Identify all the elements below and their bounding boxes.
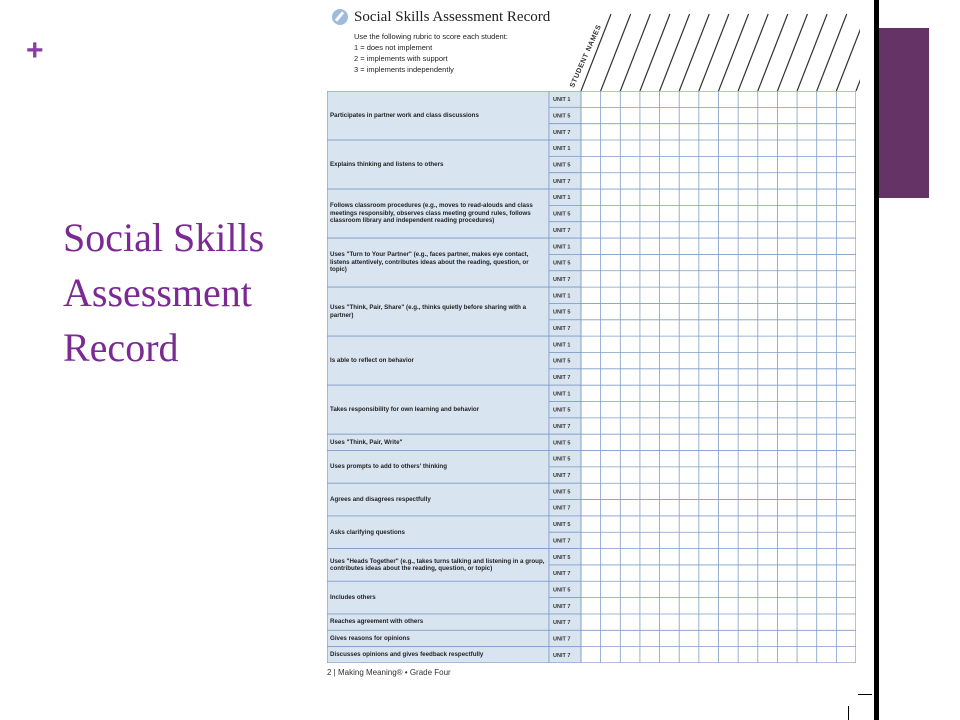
rubric-line: 3 = implements independently: [354, 65, 454, 74]
unit-label: UNIT 7: [553, 620, 571, 627]
unit-label: UNIT 1: [553, 293, 571, 300]
column-divider: [601, 14, 631, 91]
column-divider: [797, 14, 827, 91]
assessment-table: [327, 91, 856, 663]
column-divider: [640, 14, 670, 91]
unit-label: UNIT 7: [553, 652, 571, 659]
column-divider: [679, 14, 709, 91]
slide-title: [63, 210, 333, 375]
corner-mark: [848, 706, 849, 720]
corner-mark: [858, 694, 872, 695]
unit-label: UNIT 5: [553, 113, 571, 120]
column-divider: [660, 14, 690, 91]
column-divider: [719, 14, 749, 91]
assessment-sheet-image: [322, 0, 860, 720]
column-divider: [856, 14, 860, 91]
skill-label: Discusses opinions and gives feedback respectfully: [330, 651, 484, 659]
unit-label: UNIT 1: [553, 342, 571, 349]
unit-label: UNIT 1: [553, 195, 571, 202]
skill-label: Uses "Heads Together" (e.g., takes turns talking and listening in a group, contributes ideas about the reading, question, or topic): [330, 557, 545, 572]
skill-label-container: [330, 614, 546, 630]
column-divider: [777, 14, 807, 91]
unit-label: UNIT 5: [553, 260, 571, 267]
skill-label: Follows classroom procedures (e.g., moves to read-alouds and class meetings responsibly, observes class meeting ground rules, follows classroom library and independent reading procedures): [330, 202, 533, 225]
unit-label: UNIT 5: [553, 211, 571, 218]
skill-label: Gives reasons for opinions: [330, 634, 410, 642]
skill-label-container: [330, 189, 546, 238]
skill-label-container: [330, 647, 546, 663]
unit-label: UNIT 5: [553, 309, 571, 316]
unit-label: UNIT 1: [553, 391, 571, 398]
unit-label: UNIT 5: [553, 456, 571, 463]
unit-label: UNIT 1: [553, 146, 571, 153]
unit-label: UNIT 7: [553, 571, 571, 578]
column-divider: [620, 14, 650, 91]
skill-label: Uses "Think, Pair, Share" (e.g., thinks quietly before sharing with a partner): [330, 304, 527, 319]
skill-label-container: [330, 140, 546, 189]
unit-label: UNIT 5: [553, 554, 571, 561]
sheet-footer: 2 | Making Meaning® • Grade Four: [327, 668, 451, 677]
unit-label: UNIT 7: [553, 636, 571, 643]
column-divider: [699, 14, 729, 91]
plus-icon: +: [26, 34, 44, 67]
skill-label: Explains thinking and listens to others: [330, 160, 444, 168]
rubric-line: Use the following rubric to score each student:: [354, 32, 508, 41]
unit-label: UNIT 5: [553, 407, 571, 414]
column-divider: [836, 14, 860, 91]
unit-label: UNIT 7: [553, 178, 571, 185]
skill-label-container: [330, 630, 546, 646]
skill-label: Is able to reflect on behavior: [330, 356, 414, 364]
skill-label: Uses "Think, Pair, Write": [330, 438, 403, 446]
accent-block: [879, 28, 929, 198]
skill-label: Agrees and disagrees respectfully: [330, 495, 431, 503]
rubric-line: 1 = does not implement: [354, 43, 433, 52]
unit-label: UNIT 7: [553, 603, 571, 610]
title-line-2: Assessment: [63, 270, 252, 315]
skill-label-container: [330, 451, 546, 484]
skill-label: Asks clarifying questions: [330, 528, 405, 536]
skill-label-container: [330, 91, 546, 140]
skill-label: Participates in partner work and class discussions: [330, 111, 479, 119]
skill-label-container: [330, 516, 546, 549]
unit-label: UNIT 5: [553, 489, 571, 496]
unit-label: UNIT 7: [553, 375, 571, 381]
skill-label: Takes responsibility for own learning and behavior: [330, 405, 480, 413]
column-divider: [758, 14, 788, 91]
student-names-label: STUDENT NAMES: [569, 23, 604, 89]
unit-label: UNIT 5: [553, 522, 571, 529]
unit-label: UNIT 1: [553, 244, 571, 251]
title-line-3: Record: [63, 325, 179, 370]
skill-label-container: [330, 549, 546, 582]
rubric-line: 2 = implements with support: [354, 54, 448, 63]
unit-label: UNIT 7: [553, 276, 571, 283]
unit-label: UNIT 7: [553, 473, 571, 480]
skill-label-container: [330, 385, 546, 434]
unit-label: UNIT 7: [553, 129, 571, 136]
unit-label: UNIT 7: [553, 538, 571, 545]
sheet-title: Social Skills Assessment Record: [354, 9, 551, 25]
unit-label: UNIT 5: [553, 587, 571, 594]
unit-label: UNIT 7: [553, 325, 571, 332]
skill-label-container: [330, 581, 546, 614]
unit-label: UNIT 7: [553, 227, 571, 234]
unit-label: UNIT 7: [553, 424, 571, 431]
skill-label-container: [330, 434, 546, 450]
skill-label-container: [330, 238, 546, 287]
skill-label-container: [330, 336, 546, 385]
skill-label: Uses prompts to add to others' thinking: [330, 463, 447, 471]
unit-label: UNIT 1: [553, 97, 571, 104]
column-divider: [738, 14, 768, 91]
column-divider: [817, 14, 847, 91]
title-line-1: Social Skills: [63, 215, 265, 260]
unit-label: UNIT 5: [553, 358, 571, 365]
unit-label: UNIT 7: [553, 505, 571, 512]
skill-label-container: [330, 287, 546, 336]
skill-label: Includes others: [330, 593, 376, 601]
unit-label: UNIT 5: [553, 440, 571, 447]
skill-label-container: [330, 483, 546, 516]
unit-label: UNIT 5: [553, 162, 571, 169]
skill-label: Uses "Turn to Your Partner" (e.g., faces partner, makes eye contact, listens attentively, contributes ideas about the reading, question, or topic): [330, 251, 529, 274]
skill-label: Reaches agreement with others: [330, 618, 424, 626]
